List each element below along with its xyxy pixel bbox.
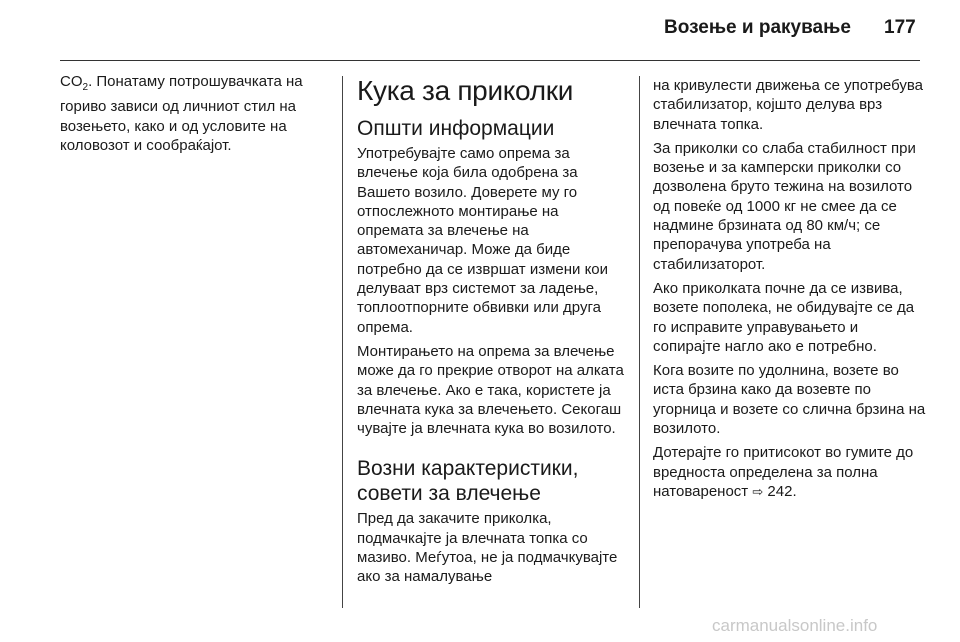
subsection-title-general: Општи информации	[357, 117, 555, 140]
paragraph-fuel-consumption: $CO_2$. Понатаму потрошувачката на гориво зависи од личниот стил на возењето, како и од условите на коловозот и сообраќајот.	[60, 73, 303, 154]
page-header-title: Возење и ракување	[664, 17, 851, 38]
subscript-2: 2	[82, 82, 89, 93]
paragraph-speed-limit: За приколки со слаба стабилност при возење и за камперски приколки со дозволена бруто тежина на возилото од повеќе од 1000 кг не смее да се надмине брзината од 80 км/ч; се препорачува употреба на стабилизаторот.	[653, 139, 916, 273]
paragraph-snaking: Ако приколката почне да се извива, возете пополека, не обидувајте се да го исправите управувањето и сопирајте нагло ако е потребно.	[653, 279, 915, 355]
paragraph-towing-eye: Монтирањето на опрема за влечење може да го прекрие отворот на алката за влечење. Ако е така, користете ја влечната кука за влечењето. Секогаш чувајте ја влечната кука во возилото.	[357, 342, 624, 438]
paragraph-lubricate: Пред да закачите приколка, подмачкајте ја влечната топка со мазиво. Меѓутоа, не ја подмачкувајте ако за намалување	[357, 510, 618, 586]
paragraph-tyre-pressure: Дотерајте го притисокот во гумите до вредноста определена за полна натовареност ⇨ 242.	[653, 444, 914, 500]
paragraph-stabilizer: на кривулести движења се употребува стабилизатор, којшто делува врз влечната топка.	[653, 77, 924, 133]
text-column-1	[60, 72, 332, 160]
subsection-title-driving: Возни карактеристики, совети за влечење	[357, 457, 579, 506]
column-divider-right	[639, 76, 640, 608]
watermark: carmanualsonline.info	[712, 616, 878, 635]
paragraph-approved-equipment: Употребувајте само опрема за влечење која била одобрена за Вашето возило. Доверете му го отпослежното монтирање на опремата за влечење на автомеханичар. Може да биде потребно да се извршат измени кои делуваат врз системот за ладење, топлоотпорните обвивки или друга опрема.	[357, 145, 609, 336]
text-column-3	[653, 76, 928, 506]
header-divider	[60, 60, 920, 61]
page-reference-arrow-icon: ⇨	[752, 483, 764, 499]
page-number: 177	[884, 17, 916, 38]
column-divider-left	[342, 76, 343, 608]
paragraph-downhill: Кога возите по удолнина, возете во иста брзина како да возевте по угорница и возете со слична брзина на возилото.	[653, 362, 926, 438]
section-title: Кука за приколки	[357, 75, 574, 106]
text-column-2	[357, 76, 629, 592]
page-reference-link[interactable]: 242.	[763, 482, 797, 500]
